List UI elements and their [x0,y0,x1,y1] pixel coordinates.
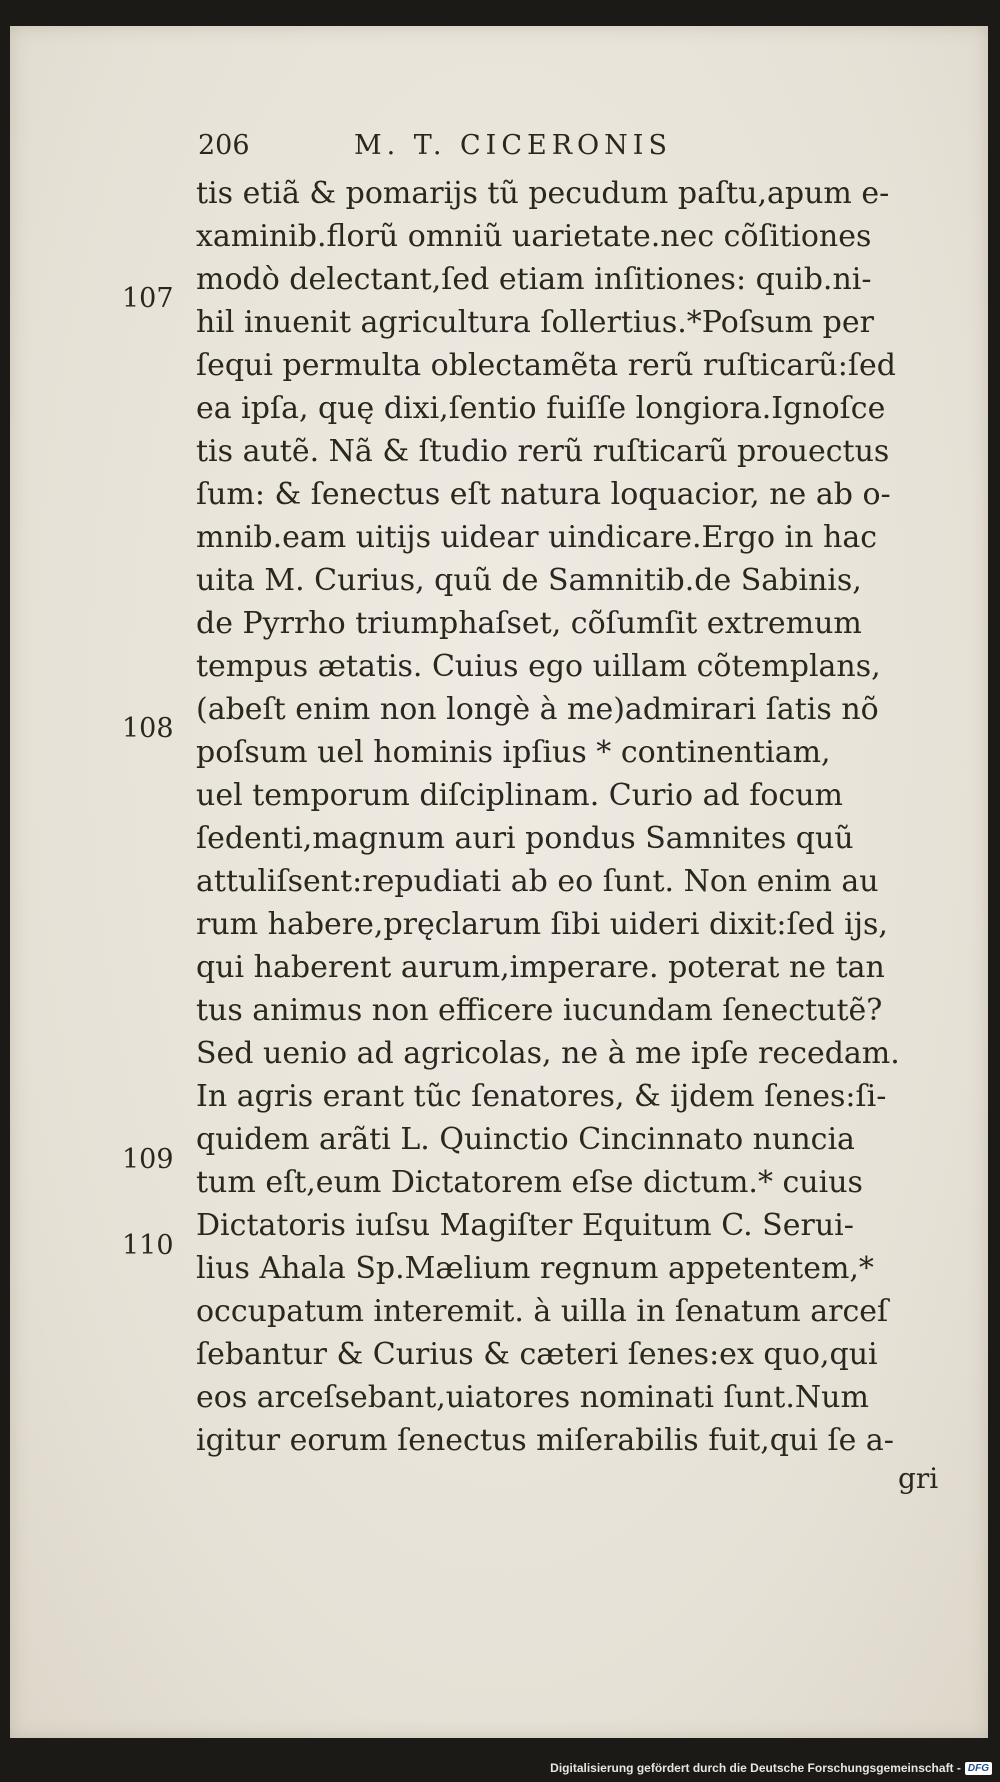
text-line: de Pyrrho triumphaſset, cõſumſit extremum [196,606,862,641]
page-header [198,128,798,168]
dfg-logo[interactable]: DFG [965,1762,992,1775]
text-line: lius Ahala Sp.Mælium regnum appetentem,* [196,1251,874,1286]
text-line: Sed uenio ad agricolas, ne à me ipſe recedam. [196,1036,900,1071]
text-line: ea ipſa, quę dixi,ſentio fuiſſe longiora.Ignoſce [196,391,886,426]
text-line: ſebantur & Curius & cæteri ſenes:ex quo,qui [196,1337,878,1372]
credit-text: Digitalisierung gefördert durch die Deutsche Forschungsgemeinschaft - [550,1761,961,1775]
text-line: tum eſt,eum Dictatorem eſse dictum.* cuius [196,1165,863,1200]
body-text [196,172,936,1462]
text-line: (abeſt enim non longè à me)admirari ſatis nõ [196,692,879,727]
page-number: 206 [198,130,250,161]
text-line: In agris erant tũc ſenatores, & ijdem ſenes:ſi- [196,1079,887,1114]
digitization-credit [550,1758,992,1778]
text-line: Dictatoris iuſsu Magiſter Equitum C. Serui- [196,1208,854,1243]
catchword: gri [898,1462,939,1495]
margin-section-number: 109 [122,1144,174,1175]
text-line: ſequi permulta oblectamẽta rerũ ruſticarũ:ſed [196,348,896,383]
text-line: poſsum uel hominis ipſius * continentiam, [196,735,831,770]
text-line: tempus ætatis. Cuius ego uillam cõtemplans, [196,649,881,684]
text-line: quidem arãti L. Quinctio Cincinnato nuncia [196,1122,855,1157]
text-line: tus animus non efficere iucundam ſenectutẽ? [196,993,883,1028]
margin-section-number: 108 [122,713,174,744]
text-line: eos arceſsebant,uiatores nominati ſunt.Num [196,1380,869,1415]
text-line: qui haberent aurum,imperare. poterat ne tan [196,950,885,985]
running-title: M. T. CICERONIS [354,130,672,161]
text-line: modò delectant,ſed etiam inſitiones: quib.ni- [196,262,872,297]
text-line: mnib.eam uitijs uidear uindicare.Ergo in hac [196,520,878,555]
text-line: tis autẽ. Nã & ſtudio rerũ ruſticarũ prouectus [196,434,890,469]
text-line: igitur eorum ſenectus miſerabilis fuit,qui ſe a- [196,1423,894,1458]
margin-section-number: 107 [122,283,174,314]
text-line: attuliſsent:repudiati ab eo ſunt. Non enim au [196,864,879,899]
text-line: occupatum interemit. à uilla in ſenatum arceſ [196,1294,889,1329]
text-line: rum habere,pręclarum ſibi uideri dixit:ſed ijs, [196,907,888,942]
text-line: uita M. Curius, quũ de Samnitib.de Sabinis, [196,563,862,598]
text-line: xaminib.florũ omniũ uarietate.nec cõſitiones [196,219,872,254]
text-line: ſedenti,magnum auri pondus Samnites quũ [196,821,854,856]
text-line: uel temporum diſciplinam. Curio ad focum [196,778,843,813]
text-line: ſum: & ſenectus eſt natura loquacior, ne ab o- [196,477,891,512]
margin-section-number: 110 [122,1230,174,1261]
text-line: hil inuenit agricultura ſollertius.*Poſsum per [196,305,874,340]
text-line: tis etiã & pomarijs tũ pecudum paſtu,apum e- [196,176,890,211]
